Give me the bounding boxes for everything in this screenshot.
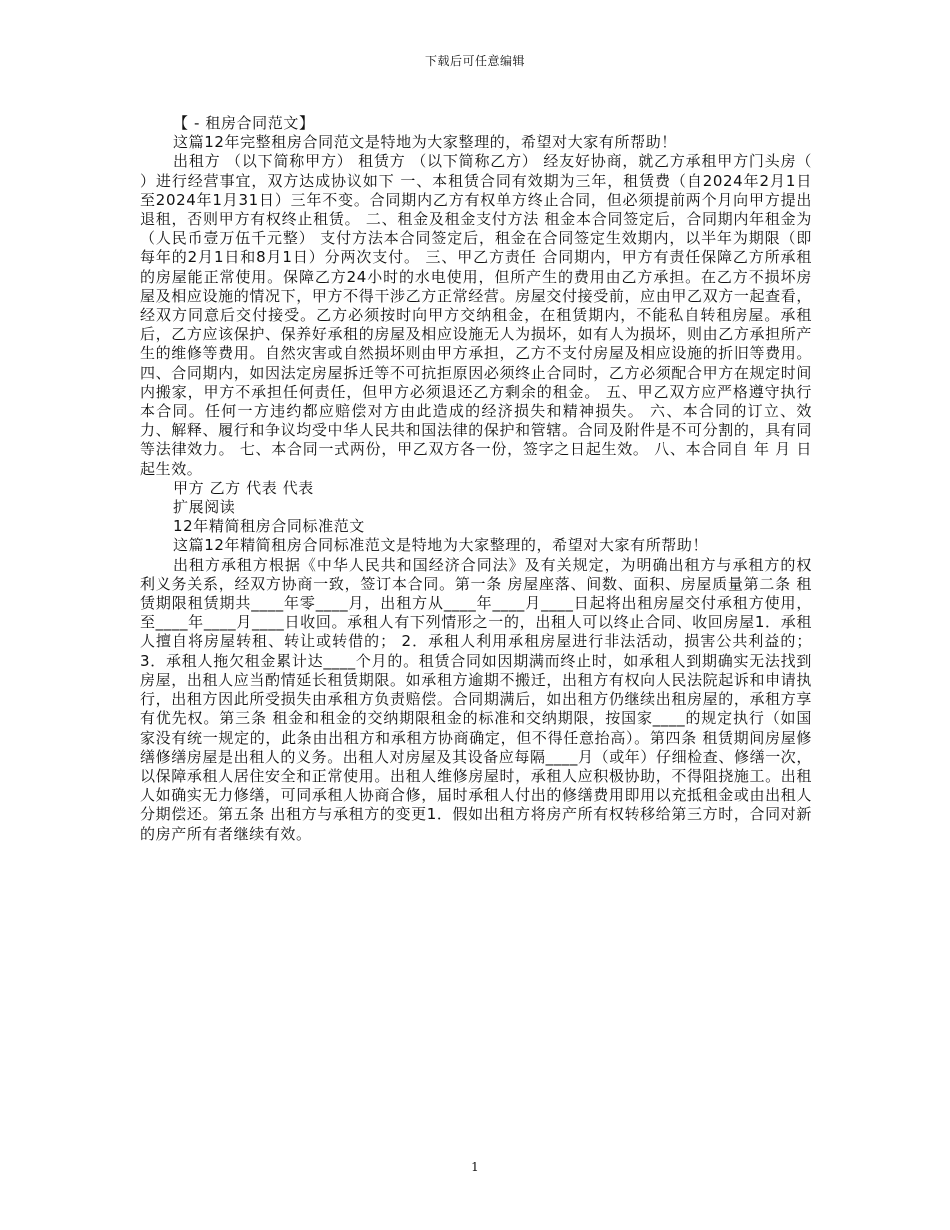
contract-body-2: 出租方承租方根据《中华人民共和国经济合同法》及有关规定，为明确出租方与承租方的权利义务关系，经双方协商一致，签订本合同。第一条 房屋座落、间数、面积、房屋质量第二条 租赁期限租赁期共____年零____月，出租方从____年____月____日起将出租房屋交付承租方使用，至____年____月____日收回。承租人有下列情形之一的，出租人可以终止合同、收回房屋1．承租人擅自将房屋转租、转让或转借的； 2．承租人利用承租房屋进行非法活动，损害公共利益的； 3．承租人拖欠租金累计达____个月的。租赁合同如因期满而终止时，如承租人到期确实无法找到房屋，出租人应当酌情延长租赁期限。如承租方逾期不搬迁，出租方有权向人民法院起诉和申请执行，出租方因此所受损失由承租方负责赔偿。合同期满后，如出租方仍继续出租房屋的，承租方享有优先权。第三条 租金和租金的交纳期限租金的标准和交纳期限，按国家____的规定执行（如国家没有统一规定的，此条由出租方和承租方协商确定，但不得任意抬高）。第四条 租赁期间房屋修缮修缮房屋是出租人的义务。出租人对房屋及其设备应每隔____月（或年）仔细检查、修缮一次，以保障承租人居住安全和正常使用。出租人维修房屋时，承租人应积极协助，不得阻挠施工。出租人如确实无力修缮，可同承租人协商合修，届时承租人付出的修缮费用即用以充抵租金或由出租人分期偿还。第五条 出租方与承租方的变更1．假如出租方将房产所有权转移给第三方时，合同对新的房产所有者继续有效。	[140, 555, 813, 843]
document-heading: 【 - 租房合同范文】	[173, 114, 315, 132]
section-title-2: 12年精简租房合同标准范文	[173, 517, 365, 536]
document-body	[140, 114, 812, 844]
page-number: 1	[471, 1160, 479, 1174]
intro-paragraph-1: 这篇12年完整租房合同范文是特地为大家整理的，希望对大家有所帮助！	[173, 133, 677, 152]
page-header: 下载后可任意编辑	[424, 54, 525, 68]
extended-reading-label: 扩展阅读	[173, 498, 236, 517]
signature-line: 甲方 乙方 代表 代表	[173, 478, 314, 497]
contract-body-1: 出租方 （以下简称甲方） 租赁方 （以下简称乙方） 经友好协商，就乙方承租甲方门头房（ ）进行经营事宜，双方达成协议如下 一、本租赁合同有效期为三年，租赁费（自2024年2月1日至2024年1月31日）三年不变。合同期内乙方有权单方终止合同，但必须提前两个月向甲方提出退租，否则甲方有权终止租赁。 二、租金及租金支付方法 租金本合同签定后，合同期内年租金为（人民币壹万伍千元整） 支付方法本合同签定后，租金在合同签定生效期内，以半年为期限（即每年的2月1日和8月1日）分两次支付。 三、甲乙方责任 合同期内，甲方有责任保障乙方所承租的房屋能正常使用。保障乙方24小时的水电使用，但所产生的费用由乙方承担。在乙方不损坏房屋及相应设施的情况下，甲方不得干涉乙方正常经营。房屋交付接受前，应由甲乙双方一起查看，经双方同意后交付接受。乙方必须按时向甲方交纳租金，在租赁期内，不能私自转租房屋。承租后，乙方应该保护、保养好承租的房屋及相应设施无人为损坏，如有人为损坏，则由乙方承担所产生的维修等费用。自然灾害或自然损坏则由甲方承担，乙方不支付房屋及相应设施的折旧等费用。 四、合同期内，如因法定房屋拆迁等不可抗拒原因必须终止合同时，乙方必须配合甲方在规定时间内搬家，甲方不承担任何责任，但甲方必须退还乙方剩余的租金。 五、甲乙双方应严格遵守执行本合同。任何一方违约都应赔偿对方由此造成的经济损失和精神损失。 六、本合同的订立、效力、解释、履行和争议均受中华人民共和国法律的保护和管辖。合同及附件是不可分割的，具有同等法律效力。 七、本合同一式两份，甲乙双方各一份，签字之日起生效。 八、本合同自 年 月 日起生效。	[140, 152, 812, 478]
intro-paragraph-2: 这篇12年精简租房合同标准范文是特地为大家整理的，希望对大家有所帮助！	[173, 536, 709, 555]
